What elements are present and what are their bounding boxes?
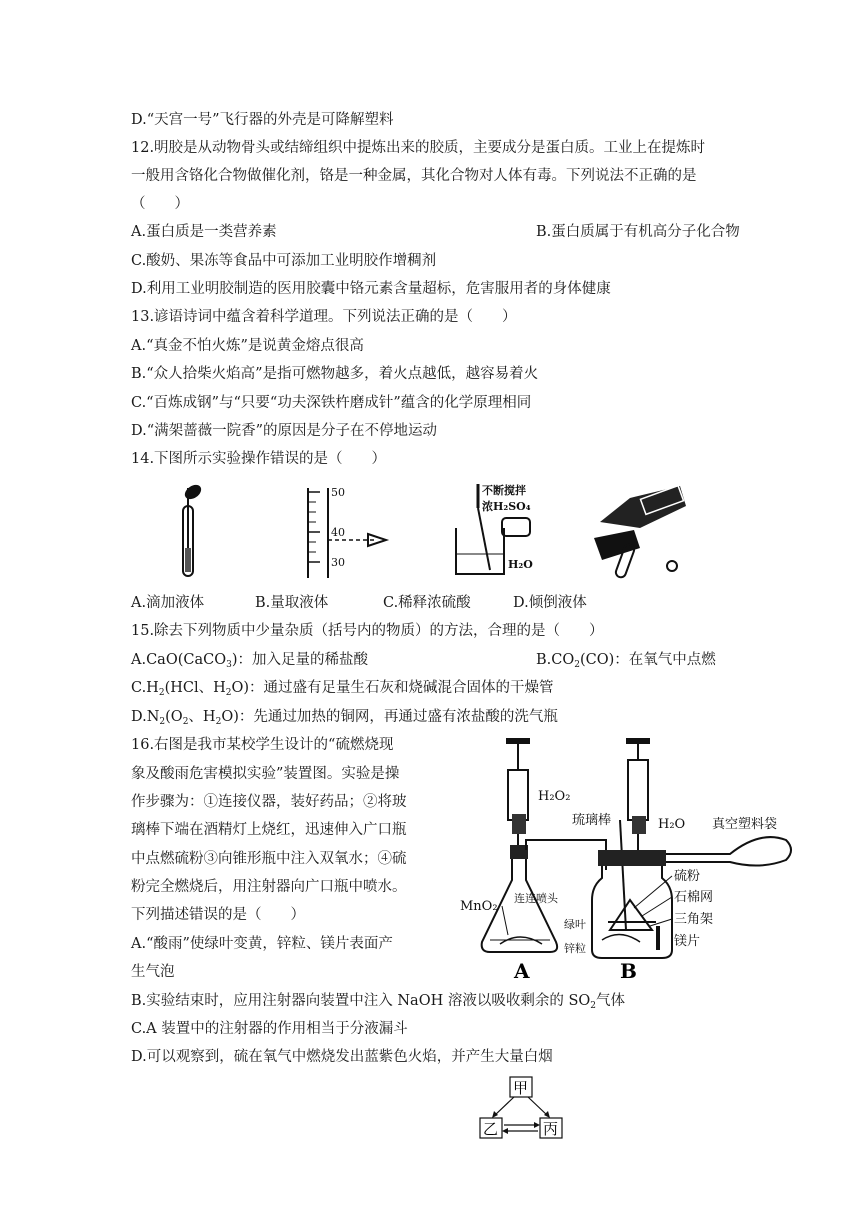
q13-stem: 13.谚语诗词中蕴含着科学道理。下列说法正确的是（ ）: [131, 309, 517, 325]
q15-option-c: $C.H_2(HCl$、$H_2O$)：通过盛有足量生石灰和烧碱混合固体的干燥管: [131, 680, 554, 698]
pour-liquid-illustration: [594, 486, 686, 579]
q14-stem: 14.下图所示实验操作错误的是（ ）: [131, 451, 387, 467]
q16-stem-line3: 作步骤为：①连接仪器，装好药品；②将玻: [131, 794, 407, 810]
vacuum-bag-label: 真空塑料袋: [712, 817, 778, 832]
q12-option-b: B.蛋白质属于有机高分子化合物: [536, 224, 740, 240]
stir-label: 不断搅拌: [482, 484, 526, 497]
q16-option-d: D.可以观察到，硫在氧气中燃烧发出蓝紫色火焰，并产生大量白烟: [131, 1049, 553, 1065]
q16-stem-line5: 中点燃硫粉③向锥形瓶中注入双氧水；④硫: [131, 851, 407, 867]
acid-label: 浓H₂SO₄: [482, 500, 531, 513]
dilute-acid-illustration: [456, 483, 533, 574]
q13-option-a: A.“真金不怕火炼”是说黄金熔点很高: [131, 338, 364, 354]
apparatus-b-label: B: [620, 959, 637, 983]
q14-option-b: B.量取液体: [255, 595, 329, 611]
q15-stem: 15.除去下列物质中少量杂质（括号内的物质）的方法，合理的是（ ）: [131, 623, 604, 639]
q12-option-a: A.蛋白质是一类营养素: [131, 224, 277, 240]
q16-option-b: B.实验结束时，应用注射器向装置中注入 NaOH 溶液以吸收剩余的 $SO_2$气体: [131, 993, 626, 1011]
wide-mouth-bottle-b: [592, 850, 672, 958]
q13-option-b: B.“众人拾柴火焰高”是指可燃物越多，着火点越低，越容易着火: [131, 366, 539, 382]
magnesium-strip-label: 镁片: [674, 934, 701, 949]
q12-option-d: D.利用工业明胶制造的医用胶囊中铬元素含量超标，危害服用者的身体健康: [131, 281, 611, 297]
q11-option-d: D.“天宫一号”飞行器的外壳是可降解塑料: [131, 112, 394, 128]
q16-option-a-line2: 生气泡: [131, 964, 175, 980]
q15-options-ab: [131, 650, 716, 670]
nozzle-label: 连连喷头: [514, 892, 558, 905]
q12-options-ab: [131, 222, 740, 242]
q15-option-b: $B.CO_2(CO)$：在氧气中点燃: [536, 652, 716, 670]
q14-option-a: A.滴加液体: [131, 595, 205, 611]
zinc-granule-label: 锌粒: [564, 942, 586, 955]
q12-option-c: C.酸奶、果冻等食品中可添加工业明胶作增稠剂: [131, 253, 437, 269]
q16-stem-line4: 璃棒下端在酒精灯上烧红，迅速伸入广口瓶: [131, 822, 407, 838]
measuring-cylinder-illustration: [308, 486, 386, 578]
glass-rod-label: 琉璃棒: [572, 813, 612, 828]
q14-option-d: D.倾倒液体: [513, 595, 587, 611]
q15-option-d: $D.N_2(O_2$、$H_2O$)：先通过加热的铜网，再通过盛有浓盐酸的洗气瓶: [131, 709, 558, 727]
q12-stem-line2: 一般用含铬化合物做催化剂，铬是一种金属，其化合物对人体有毒。下列说法不正确的是: [131, 168, 697, 184]
bing-box: 丙: [543, 1120, 559, 1138]
q16-stem-line6: 粉完全燃烧后，用注射器向广口瓶中喷水。: [131, 879, 407, 895]
sulfur-powder-label: 硫粉: [674, 869, 701, 884]
q16-option-a-line1: A.“酸雨”使绿叶变黄，锌粒、镁片表面产: [131, 936, 393, 952]
asbestos-net-label: 石棉网: [674, 890, 714, 905]
yi-box: 乙: [483, 1120, 499, 1138]
q16-stem-line2: 象及酸雨危害模拟实验”装置图。实验是操: [131, 766, 400, 782]
jia-box: 甲: [513, 1079, 529, 1097]
q16-stem-line1: 16.右图是我市某校学生设计的“硫燃烧现: [131, 737, 394, 753]
green-leaf-label: 绿叶: [564, 918, 586, 931]
q15-option-a: A.CaO(CaCO$_3$)：加入足量的稀盐酸: [131, 652, 368, 670]
q16-option-c: C.A 装置中的注射器的作用相当于分液漏斗: [131, 1021, 408, 1037]
q14-options: [131, 593, 587, 613]
syringe-b: [626, 738, 650, 850]
tripod-label: 三角架: [674, 912, 714, 927]
syringe-a: [506, 738, 530, 845]
h2o2-label: H₂O₂: [538, 789, 571, 804]
q12-stem-line1: 12.明胶是从动物骨头或结缔组织中提炼出来的胶质，主要成分是蛋白质。工业上在提炼时: [131, 140, 706, 156]
jia-yi-bing-diagram: [476, 1074, 566, 1144]
q14-figure: [160, 478, 700, 590]
cylinder-tick-40: 40: [331, 526, 345, 539]
q12-answer-paren: （ ）: [131, 196, 189, 212]
water-label: H₂O: [508, 558, 533, 571]
q13-option-c: C.“百炼成钢”与“只要“功夫深铁杵磨成针”蕴含的化学原理相同: [131, 395, 532, 411]
cylinder-tick-50: 50: [331, 486, 345, 499]
q13-option-d: D.“满架蔷薇一院香”的原因是分子在不停地运动: [131, 423, 438, 439]
q16-apparatus-figure: [430, 730, 800, 985]
mno2-label: MnO₂: [460, 899, 498, 914]
q16-stem-line7: 下列描述错误的是（ ）: [131, 907, 305, 923]
q14-option-c: C.稀释浓硫酸: [383, 595, 471, 611]
apparatus-a-label: A: [514, 959, 530, 983]
cylinder-tick-30: 30: [331, 556, 345, 569]
test-tube-dropper-illustration: [182, 482, 204, 576]
water-label-b: H₂O: [658, 817, 686, 832]
